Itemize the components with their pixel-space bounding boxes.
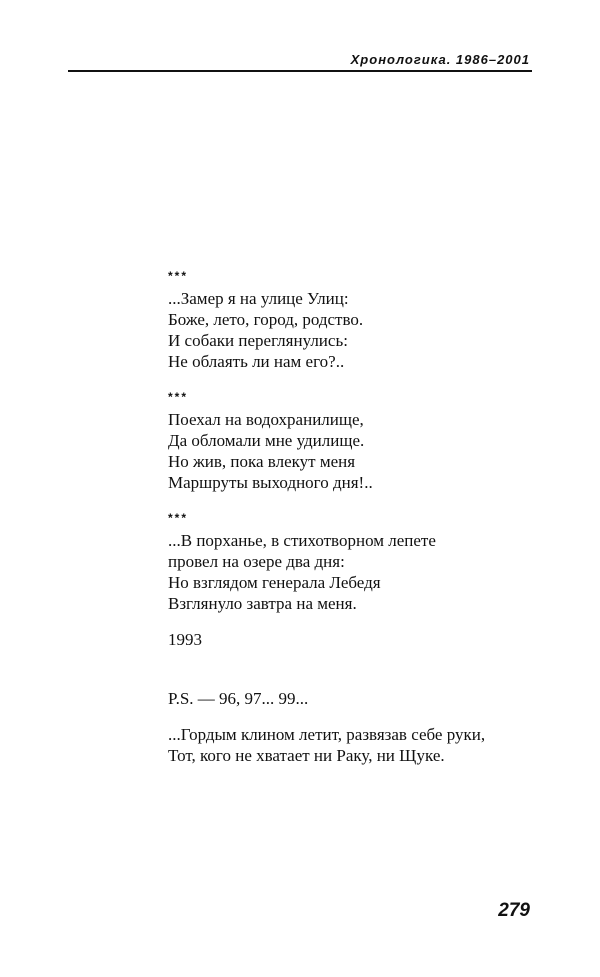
postscript-heading: P.S. — 96, 97... 99... — [168, 689, 309, 708]
poem-stanza-2 — [168, 387, 548, 493]
poem-line: Поехал на водохранилище, — [168, 410, 364, 429]
poem-line: Но взглядом генерала Лебедя — [168, 573, 381, 592]
poem-stanza-3 — [168, 508, 548, 614]
poem-line: Но жив, пока влекут меня — [168, 452, 356, 471]
poem-line: Взглянуло завтра на меня. — [168, 594, 357, 613]
stanza-separator: *** — [168, 269, 189, 283]
poem-text-block — [168, 266, 548, 766]
poem-line: И собаки переглянулись: — [168, 331, 348, 350]
poem-line: Да обломали мне удилище. — [168, 431, 365, 450]
poem-line: ...Замер я на улице Улиц: — [168, 289, 349, 308]
poem-stanza-1 — [168, 266, 548, 372]
postscript-stanza — [168, 724, 548, 766]
poem-line: Тот, кого не хватает ни Раку, ни Щуке. — [168, 746, 445, 765]
poem-year: 1993 — [168, 630, 202, 649]
page-number: 279 — [498, 900, 530, 921]
header-rule — [68, 70, 532, 72]
poem-line: ...Гордым клином летит, развязав себе руки, — [168, 725, 486, 744]
poem-line: Боже, лето, город, родство. — [168, 310, 364, 329]
poem-line: провел на озере два дня: — [168, 552, 345, 571]
running-title: Хронологика. 1986–2001 — [350, 52, 530, 67]
poem-line: ...В порханье, в стихотворном лепете — [168, 531, 436, 550]
stanza-separator: *** — [168, 390, 189, 404]
poem-line: Маршруты выходного дня!.. — [168, 473, 373, 492]
poem-line: Не облаять ли нам его?.. — [168, 352, 345, 371]
stanza-separator: *** — [168, 511, 189, 525]
